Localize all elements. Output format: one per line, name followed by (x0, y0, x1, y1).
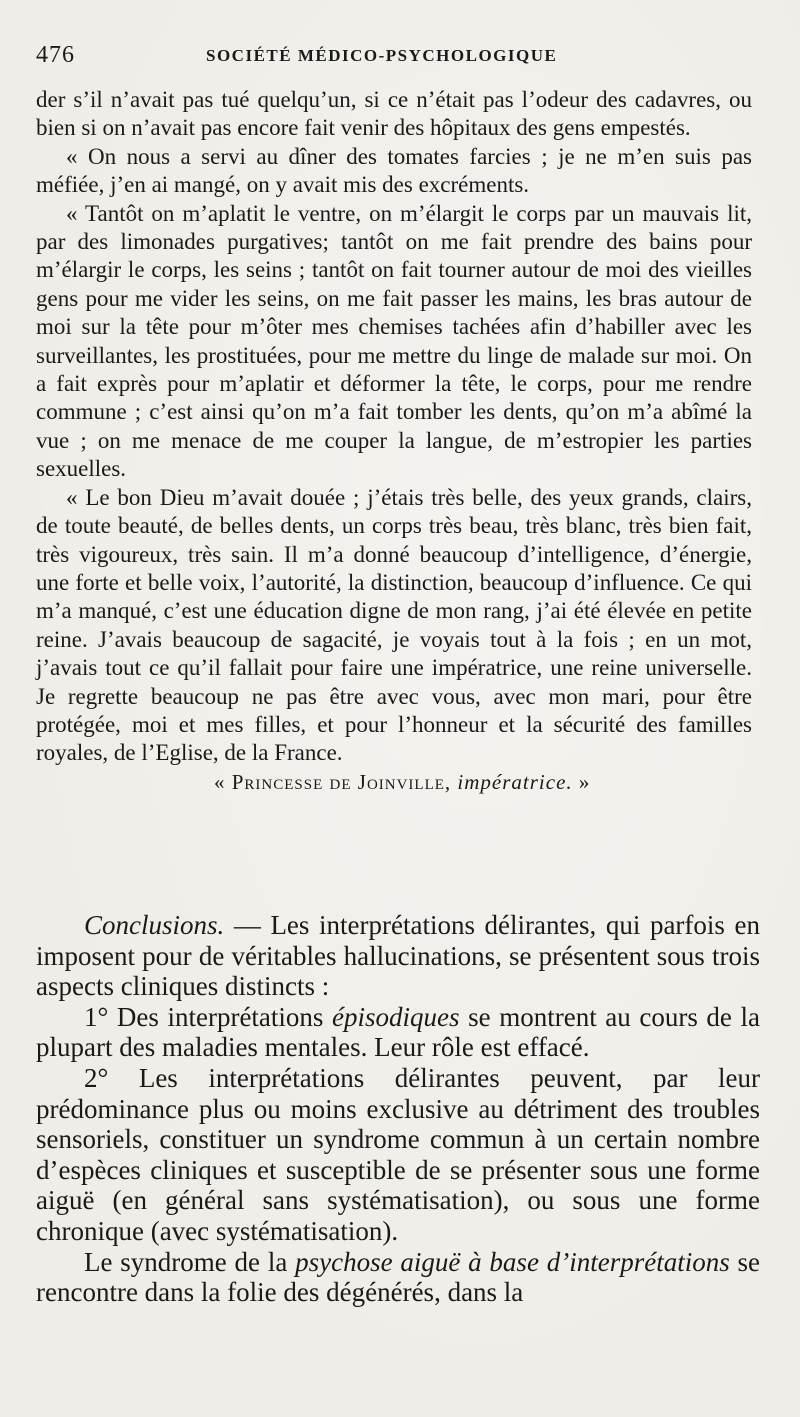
item1-rest: se montrent au cours de la plupart des maladies mentales. Leur rôle est effacé. (36, 1001, 760, 1063)
conclusions-intro-text: — Les interprétations délirantes, qui parfois en imposent pour de véritables hallucinations, se présentent sous trois aspects cliniques distincts : (36, 910, 760, 1002)
final-prefix: Le syndrome de la (84, 1246, 296, 1277)
conclusion-item-2: 2° Les interprétations délirantes peuvent, par leur prédominance plus ou moins exclusive au détriment des troubles sensoriels, constituer un syndrome commun à un certain nombre d’espèces cliniques et susceptible de se présenter sous une forme aiguë (en général sans systématisation), ou sous une forme chronique (avec systématisation). (36, 1062, 760, 1246)
final-emphasis: psychose aiguë à base d’interprétations (295, 1246, 730, 1277)
signature-close-quote: » (578, 769, 591, 794)
running-head: SOCIÉTÉ MÉDICO-PSYCHOLOGIQUE (206, 46, 558, 65)
signature-open-quote: « (214, 769, 226, 794)
item1-prefix: 1° Des interprétations (84, 1001, 333, 1032)
page-header (36, 42, 760, 72)
conclusions-intro (36, 910, 760, 1002)
conclusion-item-1 (36, 1002, 760, 1063)
quote-paragraph-3: « Tantôt on m’aplatit le ventre, on m’élargit le corps par un mauvais lit, par des limonades purgatives; tantôt on me fait prendre des bains pour m’élargir le corps, les seins ; tantôt on fait tourner autour de moi des vieilles gens pour me vider les seins, on me fait passer les mains, les bras autour de moi sur la tête pour m’ôter mes chemises tachées afin d’habiller avec les surveillantes, les prostituées, pour me mettre du linge de malade sur moi. On a fait exprès pour m’aplatir et déformer la tête, le corps, pour me rendre commune ; c’est ainsi qu’on m’a fait tomber les dents, qu’on m’a abîmé la vue ; on me menace de me couper la langue, de m’estropier les parties sexuelles. (36, 200, 752, 482)
conclusions-section (36, 910, 760, 1308)
signature-name: Princesse de Joinville, (231, 769, 452, 794)
signature-title: impératrice. (457, 769, 573, 794)
patient-quote (36, 86, 752, 796)
conclusion-final (36, 1247, 760, 1308)
conclusions-heading: Conclusions. (84, 910, 225, 940)
final-rest: se rencontre dans la folie des dégénérés, dans la (36, 1246, 761, 1308)
page-number: 476 (36, 42, 75, 68)
quote-signature (36, 768, 752, 796)
quote-paragraph-2: « On nous a servi au dîner des tomates farcies ; je ne m’en suis pas méfiée, j’en ai mangé, on y avait mis des excréments. (36, 143, 752, 198)
quote-paragraph-4: « Le bon Dieu m’avait douée ; j’étais très belle, des yeux grands, clairs, de toute beauté, de belles dents, un corps très beau, très blanc, très bien fait, très vigoureux, très sain. Il m’a donné beaucoup d’intelligence, d’énergie, une forte et belle voix, l’autorité, la distinction, beaucoup d’influence. Ce qui m’a manqué, c’est une éducation digne de mon rang, j’ai été élevée en petite reine. J’avais beaucoup de sagacité, je voyais tout à la fois ; en un mot, j’avais tout ce qu’il fallait pour faire une impératrice, une reine universelle. Je regrette beaucoup ne pas être avec vous, avec mon mari, pour être protégée, moi et mes filles, et pour l’honneur et la sécurité des familles royales, de l’Eglise, de la France. (36, 484, 752, 766)
item1-emphasis: épisodiques (332, 1001, 460, 1032)
quote-paragraph-1: der s’il n’avait pas tué quelqu’un, si ce n’était pas l’odeur des cadavres, ou bien si on n’avait pas encore fait venir des hôpitaux des gens empestés. (36, 87, 752, 141)
